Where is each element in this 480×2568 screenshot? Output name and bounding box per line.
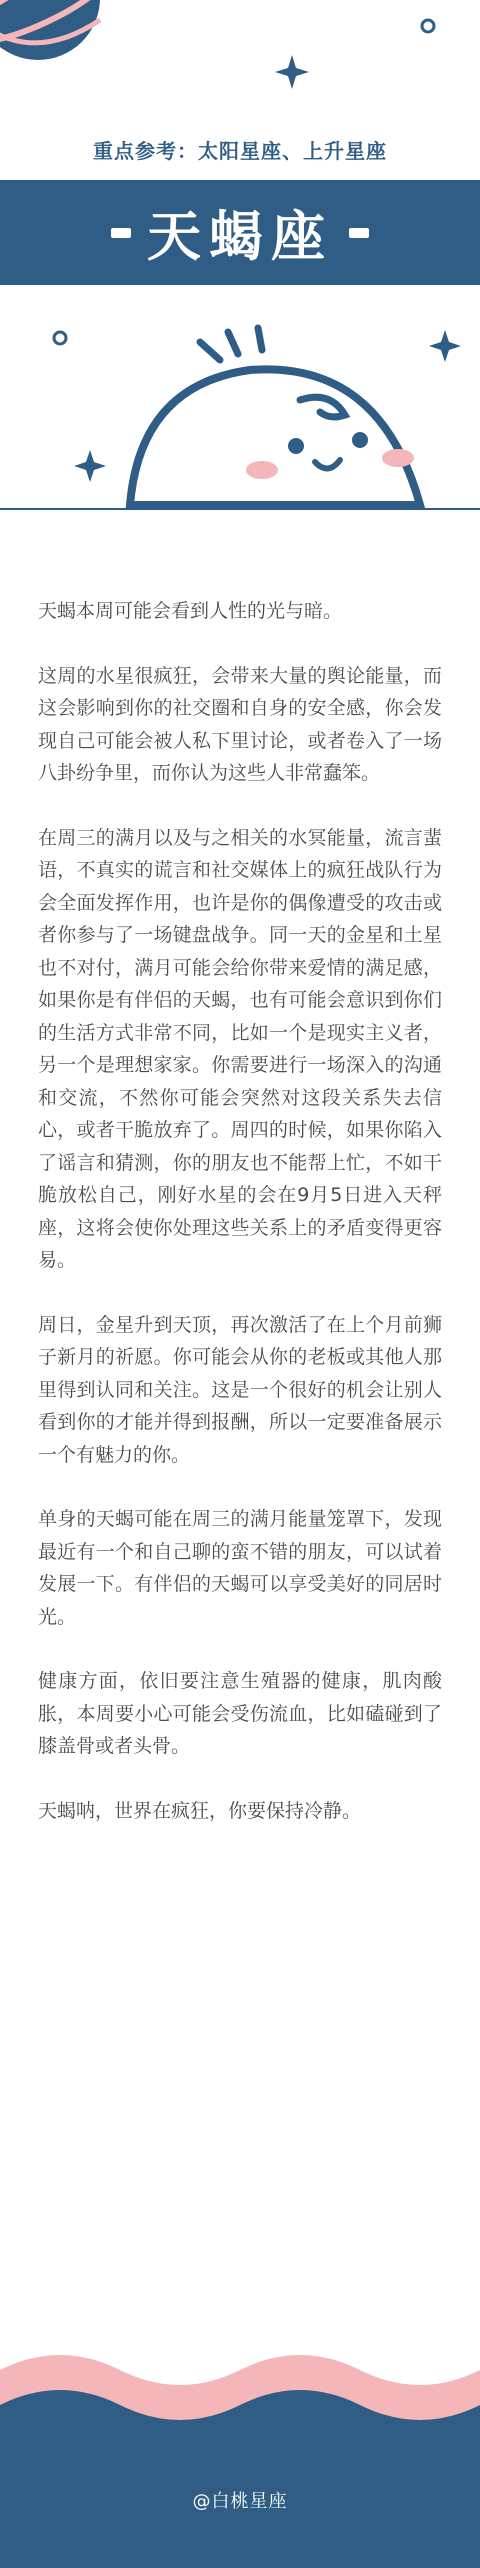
article-body	[38, 595, 442, 1859]
reference-line: 重点参考：太阳星座、上升星座	[93, 139, 387, 163]
paragraph: 周日，金星升到天顶，再次激活了在上个月前狮子新月的祈愿。你可能会从你的老板或其他人那里得到认同和关注。这是一个很好的机会让别人看到你的才能并得到报酬，所以一定要准备展示一个有魅力的你。	[38, 1313, 442, 1466]
paragraph: 单身的天蝎可能在周三的满月能量笼罩下，发现最近有一个和自己聊的蛮不错的朋友，可以试着发展一下。有伴侣的天蝎可以享受美好的同居时光。	[38, 1508, 442, 1628]
planet-icon	[0, 0, 117, 60]
footer-wave	[0, 2330, 480, 2568]
sparkle-icon	[275, 55, 309, 89]
paragraph: 健康方面，依旧要注意生殖器的健康，肌肉酸胀，本周要小心可能会受伤流血，比如磕碰到了膝盖骨或者头骨。	[38, 1670, 442, 1757]
title-dash-left	[111, 228, 131, 238]
paragraph: 这周的水星很疯狂，会带来大量的舆论能量，而这会影响到你的社交圈和自身的安全感，你会发现自己可能会被人私下里讨论，或者卷入了一场八卦纷争里，而你认为这些人非常蠢笨。	[38, 664, 442, 784]
paragraph: 天蝎本周可能会看到人性的光与暗。	[38, 600, 343, 622]
page-title: 天蝎座	[147, 205, 333, 268]
top-decoration	[0, 0, 480, 130]
section-divider	[0, 508, 480, 510]
paragraph: 天蝎呐，世界在疯狂，你要保持冷静。	[38, 1799, 362, 1822]
cute-blob-illustration	[0, 290, 480, 510]
dot-icon	[422, 20, 434, 32]
footer-credit: @白桃星座	[192, 2491, 288, 2512]
title-banner	[0, 180, 480, 285]
title-dash-right	[349, 228, 369, 238]
paragraph: 在周三的满月以及与之相关的水冥能量，流言蜚语，不真实的谎言和社交媒体上的疯狂战队行为会全面发挥作用，也许是你的偶像遭受的攻击或者你参与了一场键盘战争。同一天的金星和土星也不对付，满月可能会给你带来爱情的满足感，如果你是有伴侣的天蝎，也有可能会意识到你们的生活方式非常不同，比如一个是现实主义者，另一个是理想家家。你需要进行一场深入的沟通和交流，不然你可能会突然对这段关系失去信心，或者干脆放弃了。周四的时候，如果你陷入了谣言和猜测，你的朋友也不能帮上忙，不如干脆放松自己，刚好水星的会在9月5日进入天秤座，这将会使你处理这些关系上的矛盾变得更容易。	[38, 826, 442, 1271]
